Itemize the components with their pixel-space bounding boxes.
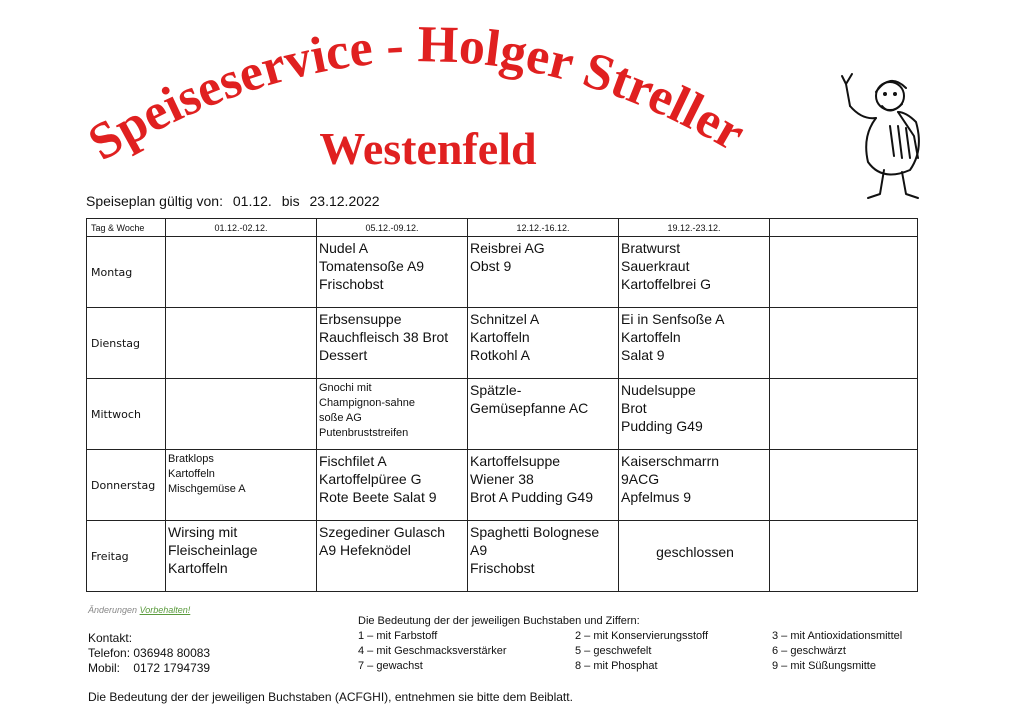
day-row (87, 237, 918, 308)
day-label: Freitag (87, 521, 166, 592)
meal-cell (468, 237, 619, 308)
meal-cell (770, 379, 918, 450)
week-header: 01.12.-02.12. (166, 219, 317, 237)
meal-cell (468, 450, 619, 521)
legend-item: 2 – mit Konservierungsstoff (575, 630, 709, 642)
legend-item: 4 – mit Geschmacksverstärker (358, 645, 507, 657)
meal-cell (619, 237, 770, 308)
validity-from: 01.12. (232, 193, 272, 209)
legend-column-1 (358, 629, 507, 674)
contact-block (88, 631, 210, 676)
meal-cell (317, 521, 468, 592)
week-header (770, 219, 918, 237)
legend-title: Die Bedeutung der der jeweiligen Buchstaben und Ziffern: (358, 615, 640, 627)
meal-line: Spätzle- (470, 382, 522, 398)
meal-line: Kartoffelbrei G (621, 276, 712, 292)
meal-line: Kartoffeln (168, 468, 215, 480)
week-header: 19.12.-23.12. (619, 219, 770, 237)
meal-line: Apfelmus 9 (621, 489, 692, 505)
meal-line: Erbsensuppe (319, 311, 402, 327)
meal-cell (619, 308, 770, 379)
meal-line: Brot A Pudding G49 (470, 489, 593, 505)
week-header: 05.12.-09.12. (317, 219, 468, 237)
meal-cell (619, 379, 770, 450)
meal-line: Kartoffelsuppe (470, 453, 561, 469)
meal-line: 9ACG (621, 471, 660, 487)
contact-heading: Kontakt: (88, 631, 133, 645)
meal-cell (770, 237, 918, 308)
legend-column-2 (575, 629, 708, 674)
meal-line: Rote Beete Salat 9 (319, 489, 437, 505)
meal-cell (770, 521, 918, 592)
meal-line: Ei in Senfsoße A (621, 311, 725, 327)
changes-highlight: Vorbehalten! (139, 605, 191, 615)
meal-line: Reisbrei AG (470, 240, 545, 256)
meal-cell (770, 450, 918, 521)
changes-text: Änderungen (88, 605, 138, 615)
legend-item: 9 – mit Süßungsmitte (772, 660, 876, 672)
meal-cell (619, 521, 770, 592)
meal-line: Spaghetti Bolognese (470, 524, 600, 540)
legend-column-3 (772, 629, 902, 674)
day-label: Montag (87, 237, 166, 308)
meal-line: Fleischeinlage (168, 542, 258, 558)
meal-cell (619, 450, 770, 521)
meal-line: Dessert (319, 347, 368, 363)
meal-line: Brot (621, 400, 647, 416)
day-label: Donnerstag (87, 450, 166, 521)
meal-cell (317, 450, 468, 521)
meal-line: Rauchfleisch 38 Brot (319, 329, 449, 345)
validity-to: 23.12.2022 (309, 193, 380, 209)
legend-item: 1 – mit Farbstoff (358, 630, 438, 642)
contact-mobile: Mobil: 0172 1794739 (88, 661, 211, 675)
day-label: Mittwoch (87, 379, 166, 450)
legend-item: 7 – gewachst (358, 660, 423, 672)
meal-line: Sauerkraut (621, 258, 690, 274)
meal-line: Kartoffeln (621, 329, 681, 345)
meal-cell (317, 379, 468, 450)
meal-line: Frischobst (470, 560, 535, 576)
meal-line: Frischobst (319, 276, 384, 292)
meal-line: Gnochi mit (319, 382, 372, 394)
contact-phone: Telefon: 036948 80083 (88, 646, 211, 660)
title-line-2: Westenfeld (319, 123, 537, 174)
meal-line: Kartoffelpüree G (319, 471, 422, 487)
meal-line: Bratklops (168, 453, 214, 465)
day-label: Dienstag (87, 308, 166, 379)
meal-line: Putenbruststreifen (319, 427, 409, 439)
meal-cell (770, 308, 918, 379)
meal-cell (166, 379, 317, 450)
meal-cell (166, 521, 317, 592)
table-header-row (87, 219, 918, 237)
meal-cell (317, 237, 468, 308)
meal-line: geschlossen (656, 544, 734, 560)
meal-cell (468, 308, 619, 379)
meal-cell (166, 237, 317, 308)
day-row (87, 450, 918, 521)
legend-item: 6 – geschwärzt (772, 645, 846, 657)
day-row (87, 308, 918, 379)
legend-item: 3 – mit Antioxidationsmittel (772, 630, 903, 642)
legend-item: 8 – mit Phosphat (575, 660, 658, 672)
meal-cell (166, 450, 317, 521)
chef-icon (832, 66, 942, 206)
week-header: 12.12.-16.12. (468, 219, 619, 237)
meal-line: Pudding G49 (621, 418, 703, 434)
meal-line: Wirsing mit (168, 524, 238, 540)
meal-line: Salat 9 (621, 347, 665, 363)
legend-item: 5 – geschwefelt (575, 645, 652, 657)
meal-line: Fischfilet A (319, 453, 387, 469)
day-row (87, 379, 918, 450)
meal-cell (317, 308, 468, 379)
corner-header: Tag & Woche (87, 219, 166, 237)
meal-line: Nudelsuppe (621, 382, 696, 398)
day-row (87, 521, 918, 592)
meal-line: Schnitzel A (470, 311, 540, 327)
validity-label: Speiseplan gültig von: (86, 193, 223, 209)
meal-line: Gemüsepfanne AC (470, 400, 589, 416)
meal-line: A9 Hefeknödel (319, 542, 411, 558)
meal-line: Rotkohl A (470, 347, 530, 363)
meal-plan-table (86, 218, 918, 592)
meal-line: A9 (470, 542, 488, 558)
validity-bis: bis (281, 193, 300, 209)
meal-line: Mischgemüse A (168, 483, 246, 495)
meal-line: Wiener 38 (470, 471, 534, 487)
meal-line: Kartoffeln (470, 329, 530, 345)
meal-cell (468, 521, 619, 592)
changes-notice (88, 605, 190, 615)
meal-line: Champignon-sahne (319, 397, 416, 409)
title-line-1: Speiseservice - Holger Streller (78, 16, 755, 172)
meal-line: Kartoffeln (168, 560, 228, 576)
footer-note: Die Bedeutung der der jeweiligen Buchstaben (ACFGHI), entnehmen sie bitte dem Beiblatt. (88, 690, 573, 704)
meal-line: soße AG (319, 412, 362, 424)
meal-line: Kaiserschmarrn (621, 453, 720, 469)
meal-cell (468, 379, 619, 450)
meal-line: Obst 9 (470, 258, 512, 274)
meal-line: Szegediner Gulasch (319, 524, 446, 540)
meal-line: Tomatensoße A9 (319, 258, 425, 274)
meal-cell (166, 308, 317, 379)
meal-line: Nudel A (319, 240, 369, 256)
validity-line (86, 193, 386, 209)
meal-line: Bratwurst (621, 240, 681, 256)
